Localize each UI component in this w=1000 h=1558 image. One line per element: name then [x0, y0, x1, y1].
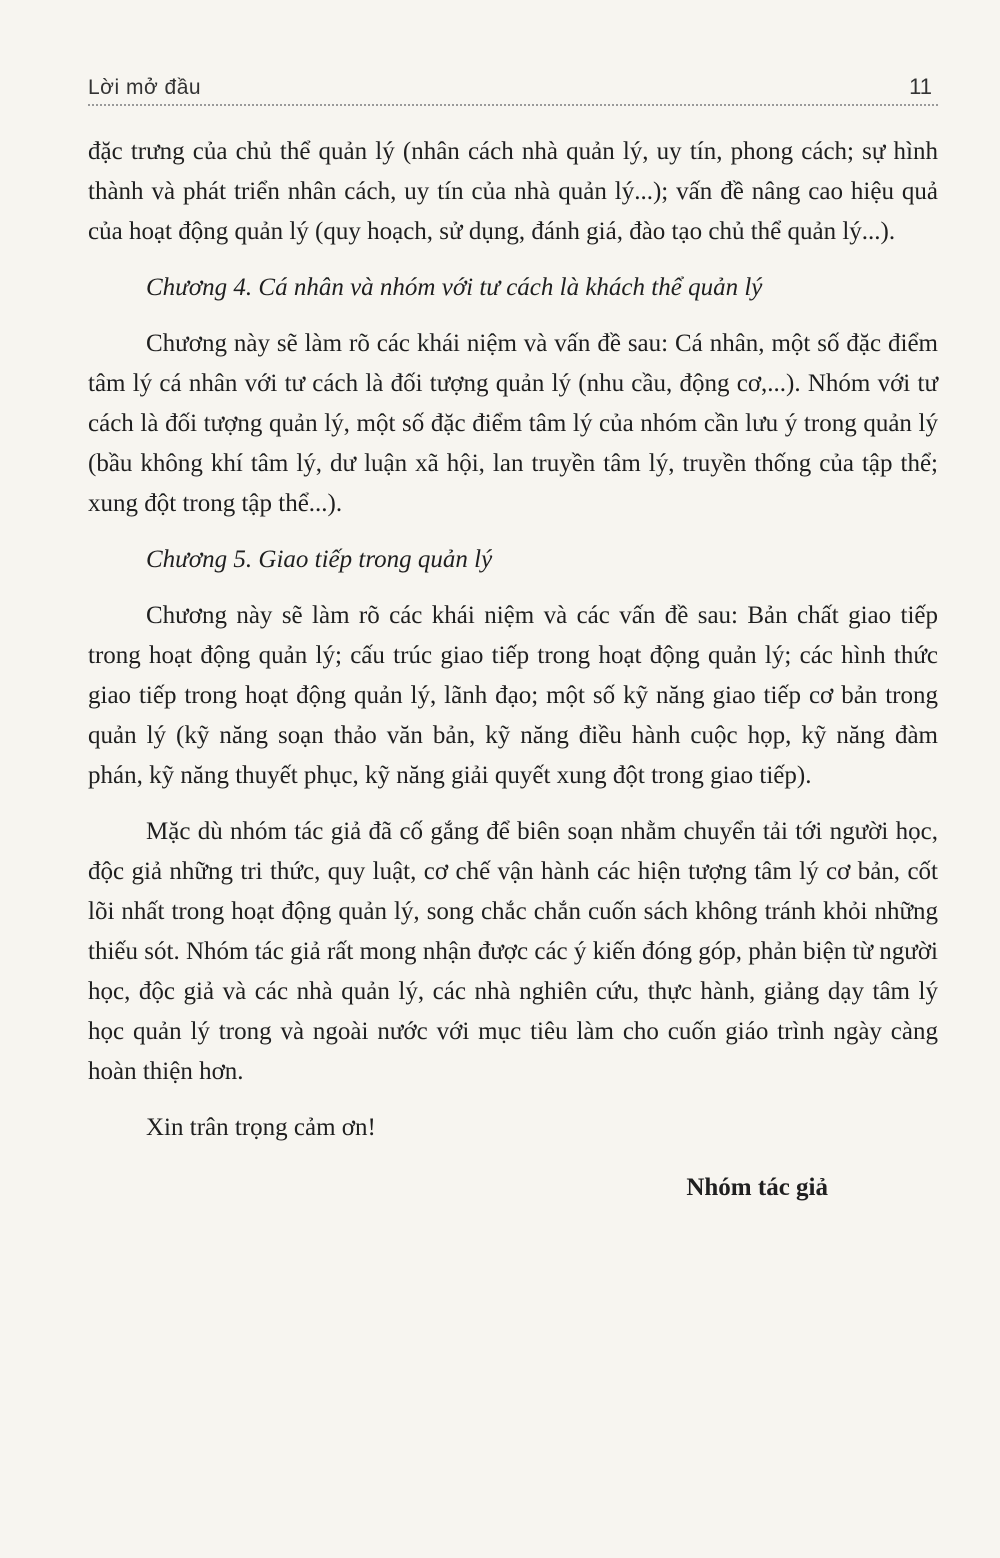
- chapter-5-heading: Chương 5. Giao tiếp trong quản lý: [146, 546, 493, 573]
- chapter-4-description: Chương này sẽ làm rõ các khái niệm và vấn đề sau: Cá nhân, một số đặc điểm tâm lý cá nhân với tư cách là đối tượng quản lý (nhu cầu, động cơ,...). Nhóm với tư cách là đối tượng quản lý, một số đặc điểm tâm lý của nhóm cần lưu ý trong quản lý (bầu không khí tâm lý, dư luận xã hội, lan truyền tâm lý, truyền thống của tập thể; xung đột trong tập thể...).: [88, 330, 938, 517]
- chapter-5-description: Chương này sẽ làm rõ các khái niệm và các vấn đề sau: Bản chất giao tiếp trong hoạt động quản lý; cấu trúc giao tiếp trong hoạt động quản lý; các hình thức giao tiếp trong hoạt động quản lý, lãnh đạo; một số kỹ năng giao tiếp cơ bản trong quản lý (kỹ năng soạn thảo văn bản, kỹ năng điều hành cuộc họp, kỹ năng đàm phán, kỹ năng thuyết phục, kỹ năng giải quyết xung đột trong giao tiếp).: [88, 602, 938, 789]
- author-signature: Nhóm tác giả: [686, 1174, 828, 1201]
- closing-thanks: Xin trân trọng cảm ơn!: [146, 1114, 376, 1141]
- header-title: Lời mở đầu: [88, 76, 202, 99]
- page-number: 11: [909, 74, 932, 99]
- running-header: [88, 60, 938, 106]
- authors-note-paragraph: Mặc dù nhóm tác giả đã cố gắng để biên soạn nhằm chuyển tải tới người học, độc giả những tri thức, quy luật, cơ chế vận hành các hiện tượng tâm lý cơ bản, cốt lõi nhất trong hoạt động quản lý, song chắc chắn cuốn sách không tránh khỏi những thiếu sót. Nhóm tác giả rất mong nhận được các ý kiến đóng góp, phản biện từ người học, độc giả và các nhà quản lý, các nhà nghiên cứu, thực hành, giảng dạy tâm lý học quản lý trong và ngoài nước với mục tiêu làm cho cuốn giáo trình ngày càng hoàn thiện hơn.: [88, 818, 938, 1085]
- chapter-4-heading: Chương 4. Cá nhân và nhóm với tư cách là khách thể quản lý: [146, 274, 763, 301]
- page-content: [88, 132, 938, 1208]
- paragraph-continuation: đặc trưng của chủ thể quản lý (nhân cách nhà quản lý, uy tín, phong cách; sự hình thành và phát triển nhân cách, uy tín của nhà quản lý...); vấn đề nâng cao hiệu quả của hoạt động quản lý (quy hoạch, sử dụng, đánh giá, đào tạo chủ thể quản lý...).: [88, 138, 938, 245]
